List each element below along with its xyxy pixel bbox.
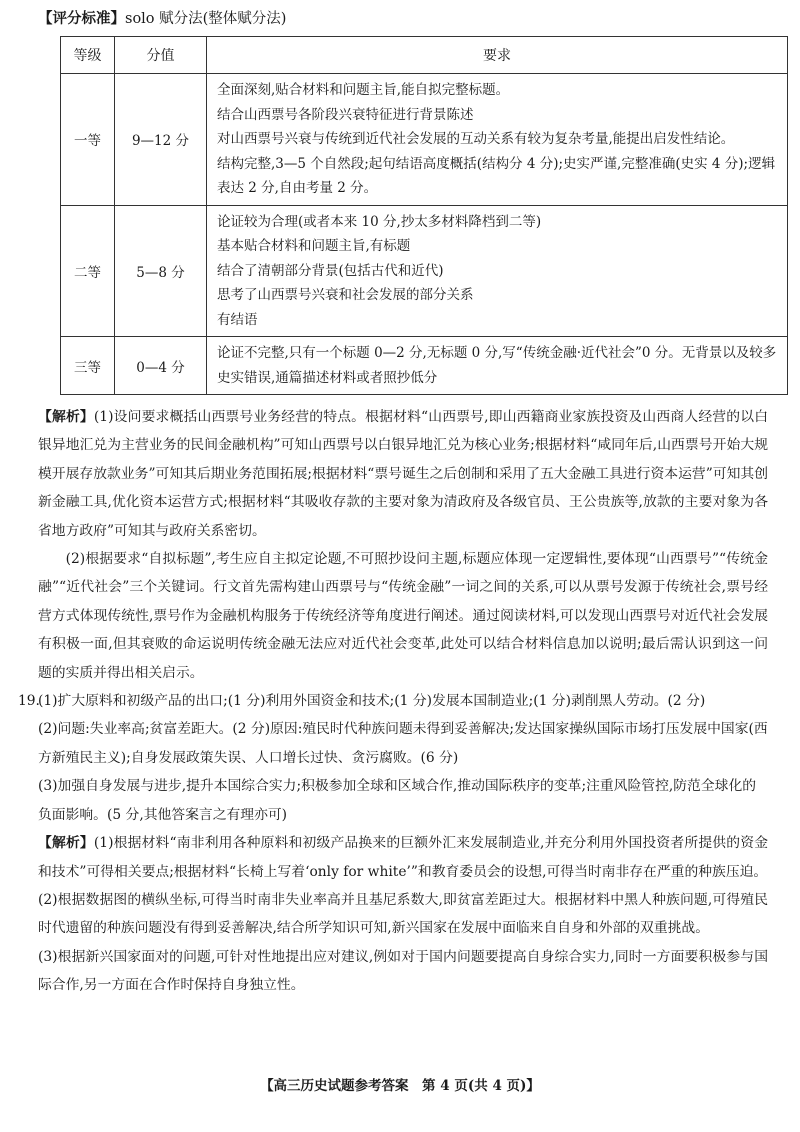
- score-cell: 0—4 分: [115, 337, 207, 395]
- requirement-line: 论证不完整,只有一个标题 0—2 分,无标题 0 分,写“传统金融·近代社会”0 分。无背景以及较多史实错误,通篇描述材料或者照抄低分: [217, 345, 777, 386]
- analysis-19-part3: (3)根据新兴国家面对的问题,可针对性地提出应对建议,例如对于国内问题要提高自身综合实力,同时一方面要积极参与国际合作,另一方面在合作时保持自身独立性。: [38, 948, 768, 994]
- question-19-answer-3: (3)加强自身发展与进步,提升本国综合实力;积极参加全球和区域合作,推动国际秩序的变革;注重风险管控,防范全球化的负面影响。(5 分,其他答案言之有理亦可): [38, 778, 757, 823]
- score-cell: 9—12 分: [115, 74, 207, 206]
- answer-page: [18, 8, 777, 1000]
- requirement-line: 结合了清朝部分背景(包括古代和近代): [217, 262, 444, 279]
- analysis-label: 【解析】: [38, 835, 94, 852]
- table-row: [61, 205, 788, 337]
- requirement-line: 对山西票号兴衰与传统到近代社会发展的互动关系有较为复杂考量,能提出启发性结论。: [217, 131, 735, 147]
- page-footer: 【高三历史试题参考答案 第 4 页(共 4 页)】: [260, 1078, 540, 1094]
- analysis-text: (1)设问要求概括山西票号业务经营的特点。根据材料“山西票号,即山西籍商业家族投资及山西商人经营的以白银异地汇兑为主营业务的民间金融机构”可知山西票号以白银异地汇兑为核心业务;根据材料“咸同年后,山西票号开始大规模开展存放款业务”可知其后期业务范围拓展;根据材料“票号诞生之后创制和采用了五大金融工具进行资本运营”可知其创新金融工具,优化资本运营方式;根据材料“其吸收存款的主要对象为清政府及各级官员、王公贵族等,放款的主要对象为各省地方政府”可知其与政府关系密切。: [38, 409, 769, 539]
- level-cell: 三等: [61, 337, 115, 395]
- header-requirements: 要求: [207, 37, 788, 74]
- question-19-answer-1: 19.(1)扩大原料和初级产品的出口;(1 分)利用外国资金和技术;(1 分)发展本国制造业;(1 分)剥削黑人劳动。(2 分): [18, 693, 706, 710]
- analysis-19-part2: (2)根据数据图的横纵坐标,可得当时南非失业率高并且基尼系数大,即贫富差距过大。根据材料中黑人种族问题,可得殖民时代遗留的种族问题没有得到妥善解决,结合所学知识可知,新兴国家在发展中面临来自自身和外部的双重挑战。: [38, 891, 768, 937]
- analysis-18-part2: (2)根据要求“自拟标题”,考生应自主拟定论题,不可照抄设问主题,标题应体现一定逻辑性,要体现“山西票号”“传统金融”“近代社会”三个关键词。行文首先需构建山西票号与“传统金融”一词之间的关系,可以从票号发源于传统社会,票号经营方式体现传统性,票号作为金融机构服务于传统经济等角度进行阐述。通过阅读材料,可以发现山西票号对近代社会发展有积极一面,但其衰败的命运说明传统金融无法应对近代社会变革,此处可以结合材料信息加以说明;最后需认识到这一问题的实质并得出相关启示。: [38, 551, 768, 681]
- requirements-cell: [207, 205, 788, 337]
- answer-text: (1)扩大原料和初级产品的出口;(1 分)利用外国资金和技术;(1 分)发展本国制造业;(1 分)剥削黑人劳动。(2 分): [38, 693, 706, 710]
- scoring-standard-label: 【评分标准】: [38, 10, 125, 27]
- grading-table: [60, 36, 788, 395]
- requirement-line: 有结语: [217, 311, 258, 328]
- requirement-line: 结合山西票号各阶段兴衰特征进行背景陈述: [217, 106, 474, 123]
- requirement-line: 全面深刻,贴合材料和问题主旨,能自拟完整标题。: [217, 82, 510, 98]
- requirement-line: 结构完整,3—5 个自然段;起句结语高度概括(结构分 4 分);史实严谨,完整准确(史实 4 分);逻辑表达 2 分,自由考量 2 分。: [217, 155, 776, 196]
- scoring-standard-title: [38, 8, 768, 30]
- scoring-standard-text: solo 赋分法(整体赋分法): [125, 11, 287, 27]
- requirement-line: 思考了山西票号兴衰和社会发展的部分关系: [217, 287, 474, 303]
- requirement-line: 基本贴合材料和问题主旨,有标题: [217, 238, 411, 254]
- requirements-cell: [207, 74, 788, 206]
- header-score: 分值: [115, 37, 207, 74]
- requirement-line: 论证较为合理(或者本来 10 分,抄太多材料降档到二等): [217, 213, 542, 230]
- requirements-cell: [207, 337, 788, 395]
- table-row: [61, 74, 788, 206]
- table-header-row: [61, 37, 788, 74]
- score-cell: 5—8 分: [115, 205, 207, 337]
- level-cell: 二等: [61, 205, 115, 337]
- table-row: [61, 337, 788, 395]
- analysis-19-part1: [38, 829, 768, 886]
- analysis-label: 【解析】: [38, 409, 94, 425]
- analysis-18-part1: [38, 403, 768, 545]
- level-cell: 一等: [61, 74, 115, 206]
- question-19-answer-2: (2)问题:失业率高;贫富差距大。(2 分)原因:殖民时代种族问题未得到妥善解决;发达国家操纵国际市场打压发展中国家(西方新殖民主义);自身发展政策失误、人口增长过快、贪污腐败。(6 分): [38, 721, 768, 766]
- header-level: 等级: [61, 37, 115, 74]
- analysis-text: (1)根据材料“南非利用各种原料和初级产品换来的巨额外汇来发展制造业,并充分利用外国投资者所提供的资金和技术”可得相关要点;根据材料“长椅上写着‘only for white’”和教育委员会的设想,可得当时南非存在严重的种族压迫。: [38, 835, 769, 880]
